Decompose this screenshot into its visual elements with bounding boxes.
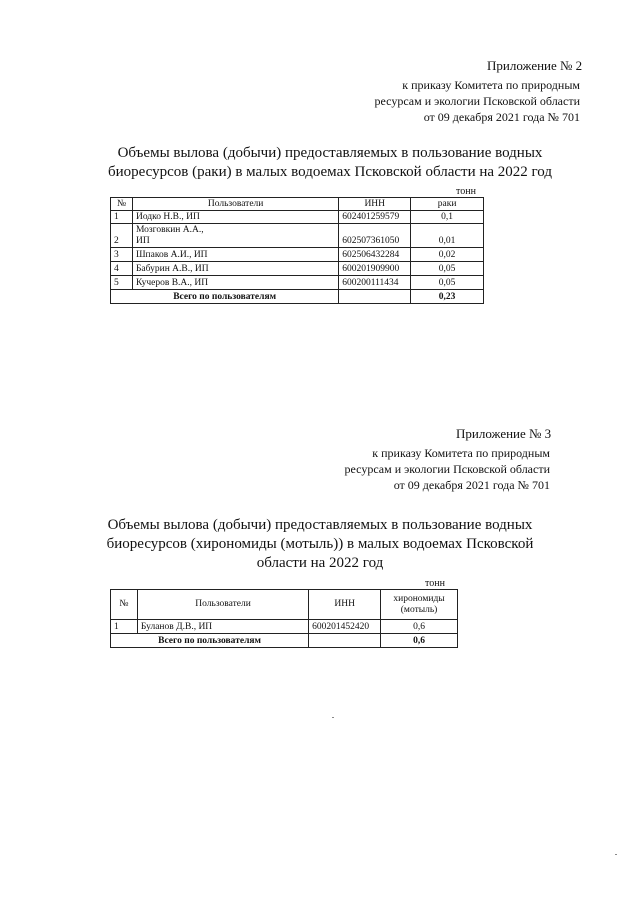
scan-speck (615, 854, 617, 855)
scan-speck (332, 717, 334, 718)
table-header-row (111, 590, 458, 620)
total-value: 0,23 (411, 290, 484, 304)
header-users: Пользователи (132, 198, 338, 211)
appendix-3-ref-line: ресурсам и экологии Псковской области (344, 462, 550, 476)
row-user: Бабурин А.В., ИП (132, 262, 338, 276)
header-inn: ИНН (339, 198, 411, 211)
appendix-2-doc-title (60, 144, 600, 182)
row-user: Кучеров В.А., ИП (132, 276, 338, 290)
row-user: Буланов Д.В., ИП (137, 620, 308, 634)
row-value: 0,01 (411, 224, 484, 248)
table-row (111, 224, 484, 248)
header-inn: ИНН (309, 590, 381, 620)
table-row (111, 211, 484, 224)
table-header-row (111, 198, 484, 211)
row-value: 0,05 (411, 262, 484, 276)
header-crayfish: раки (411, 198, 484, 211)
appendix-3-unit-label: тонн (425, 578, 445, 589)
row-user-line: ИП (135, 236, 150, 246)
doc-title-line: Объемы вылова (добычи) предоставляемых в пользование водных (117, 145, 543, 161)
appendix-3-ref-line: к приказу Комитета по природным (372, 446, 550, 460)
row-number: 5 (111, 276, 133, 290)
total-label: Всего по пользователям (111, 290, 339, 304)
row-number: 1 (111, 211, 133, 224)
table-row (111, 276, 484, 290)
header-number: № (111, 198, 133, 211)
row-user: Шпаков А.И., ИП (132, 248, 338, 262)
appendix-3-table (110, 589, 458, 648)
header-chironomids (381, 590, 458, 620)
appendix-2-table (110, 197, 484, 304)
doc-title-line: Объемы вылова (добычи) предоставляемых в пользование водных (107, 517, 533, 533)
doc-title-line: биоресурсов (хирономиды (мотыль)) в малых водоемах Псковской (106, 536, 534, 552)
row-value: 0,6 (381, 620, 458, 634)
row-number: 1 (111, 620, 138, 634)
row-inn: 600200111434 (339, 276, 411, 290)
table-total-row (111, 290, 484, 304)
row-number: 2 (111, 224, 133, 248)
row-value: 0,1 (411, 211, 484, 224)
row-number: 4 (111, 262, 133, 276)
total-inn-empty (339, 290, 411, 304)
row-inn: 602401259579 (339, 211, 411, 224)
row-user-line: Мозговкин А.А., (135, 225, 204, 235)
row-user (132, 224, 338, 248)
row-number: 3 (111, 248, 133, 262)
header-number: № (111, 590, 138, 620)
table-row (111, 620, 458, 634)
appendix-2-title: Приложение № 2 (487, 58, 583, 73)
row-value: 0,02 (411, 248, 484, 262)
appendix-2-ref-line: к приказу Комитета по природным (402, 78, 580, 92)
total-value: 0,6 (381, 634, 458, 648)
header-users: Пользователи (137, 590, 308, 620)
appendix-3-doc-title (50, 516, 590, 573)
appendix-3-title: Приложение № 3 (456, 426, 552, 441)
doc-title-line: биоресурсов (раки) в малых водоемах Псковской области на 2022 год (107, 164, 553, 180)
row-inn: 600201909900 (339, 262, 411, 276)
total-label: Всего по пользователям (111, 634, 309, 648)
table-total-row (111, 634, 458, 648)
table-row (111, 248, 484, 262)
appendix-2-ref-line: ресурсам и экологии Псковской области (374, 94, 580, 108)
row-inn: 602507361050 (339, 224, 411, 248)
appendix-2-ref-line: от 09 декабря 2021 года № 701 (423, 110, 580, 124)
total-inn-empty (309, 634, 381, 648)
header-chironomids-line: (мотыль) (400, 604, 438, 615)
table-row (111, 262, 484, 276)
row-inn: 602506432284 (339, 248, 411, 262)
appendix-2-unit-label: тонн (456, 186, 476, 197)
doc-title-line: области на 2022 год (256, 555, 384, 571)
row-user: Иодко Н.В., ИП (132, 211, 338, 224)
header-chironomids-line: хирономиды (393, 593, 445, 604)
appendix-3-ref-line: от 09 декабря 2021 года № 701 (393, 478, 550, 492)
row-value: 0,05 (411, 276, 484, 290)
row-inn: 600201452420 (309, 620, 381, 634)
